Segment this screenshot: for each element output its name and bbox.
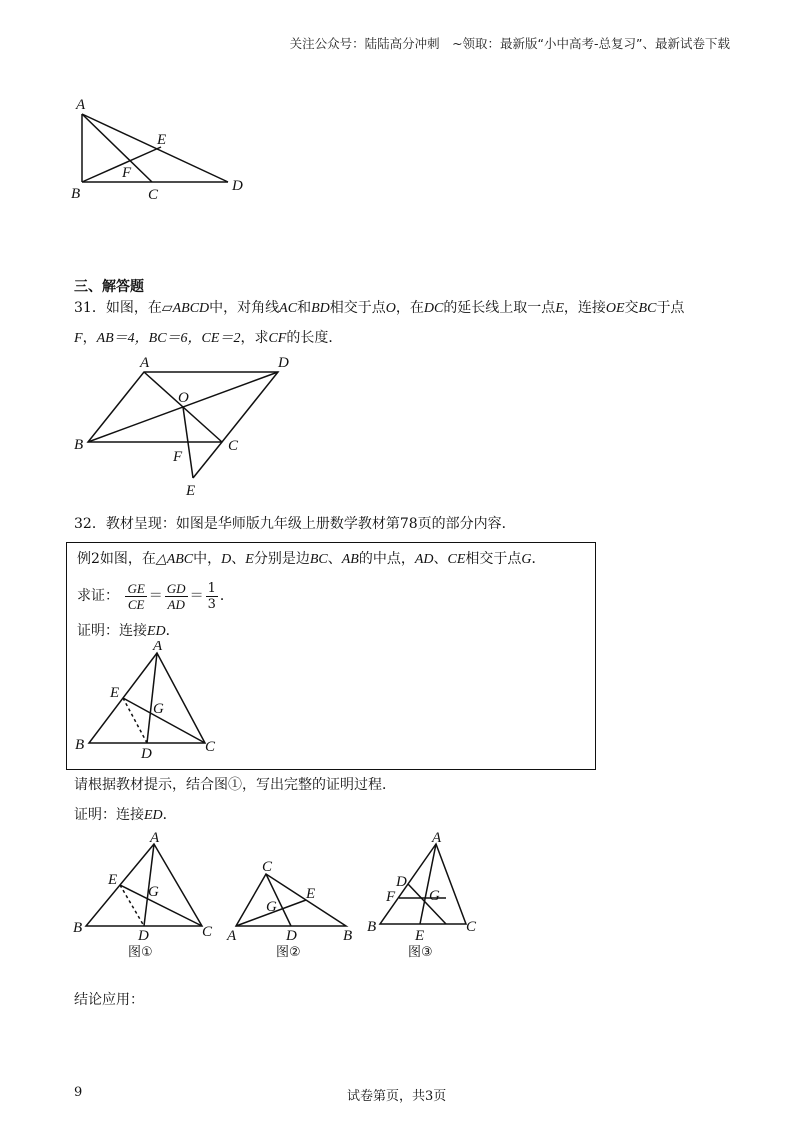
label-g: G [153,701,164,717]
label-o: O [178,390,189,406]
label-c: C [205,739,216,755]
section-title: 三、解答题 [74,279,144,295]
box-proof-line: 证明：连接ED． [77,623,180,639]
label-a: A [153,641,163,654]
q31-line-2: F，AB＝4，BC＝6，CE＝2，求CF的长度． [74,330,343,346]
figure-1 [68,828,218,968]
label-d: D [396,874,407,890]
label-b: B [75,737,85,753]
label-c: C [228,438,239,454]
q32-intro: 32．教材呈现：如图是华师版九年级上册数学教材第78页的部分内容． [74,516,516,532]
fraction-one-third: $\frac{1}{3}$ [207,580,216,612]
label-b: B [73,920,83,936]
label-b: B [367,919,377,935]
label-e: E [186,483,196,499]
label-c: C [148,187,159,203]
page-number: 9 [74,1085,83,1100]
figure-2-caption: 图② [276,945,301,960]
label-g: G [429,888,440,904]
label-b: B [74,437,84,453]
label-b: B [343,928,353,944]
label-f: F [122,165,132,181]
label-e: E [415,928,425,944]
fraction-gd-ad: $\frac{GD}{AD}$ [166,580,186,612]
label-d: D [278,355,289,371]
label-e: E [108,872,118,888]
label-d: D [141,746,152,762]
label-a: A [140,355,150,371]
label-b: B [71,186,81,202]
label-d: D [286,928,297,944]
q32-instruction: 请根据教材提示，结合图①，写出完整的证明过程． [74,777,396,793]
label-c: C [466,919,477,935]
label-a: A [76,97,86,113]
q31-parallelogram-figure [66,350,306,500]
label-e: E [110,685,120,701]
label-g: G [148,884,159,900]
textbook-excerpt-box [66,542,596,770]
q31-line-1: 31．如图，在▱ABCD中，对角线AC和BD相交于点O，在DC的延长线上取一点E，连接OE交BC于点 [74,300,685,316]
label-d: D [232,178,243,194]
footer-center-text: 试卷第页，共3页 [347,1089,447,1104]
box-prove-line: 求证： $\frac{GE}{CE}$ ＝ $\frac{GD}{AD}$ ＝ $\frac{1}{3}$ ． [77,580,234,612]
q32-proof-start: 证明：连接ED． [74,807,177,823]
conclusion-label: 结论应用： [74,992,144,1008]
figure-3 [362,828,492,968]
page-header: 关注公众号：陆陆高分冲刺 ~领取：最新版“小中高考-总复习”、最新试卷下载 [289,36,730,51]
figure-3-caption: 图③ [408,945,433,960]
label-e: E [157,132,167,148]
label-e: E [306,886,316,902]
label-f: F [386,889,396,905]
top-geometry-figure [60,92,260,204]
label-g: G [266,899,277,915]
label-c: C [202,924,213,940]
figure-2 [222,850,362,970]
label-a: A [227,928,237,944]
label-a: A [432,830,442,846]
label-c: C [262,859,273,875]
box-triangle-figure [69,641,229,763]
fraction-ge-ce: $\frac{GE}{CE}$ [127,580,145,612]
box-line-1: 例2如图，在△ABC中，D、E分别是边BC、AB的中点，AD、CE相交于点G． [77,551,546,567]
figure-1-caption: 图① [128,945,153,960]
label-f: F [173,449,183,465]
label-a: A [150,830,160,846]
label-d: D [138,928,149,944]
